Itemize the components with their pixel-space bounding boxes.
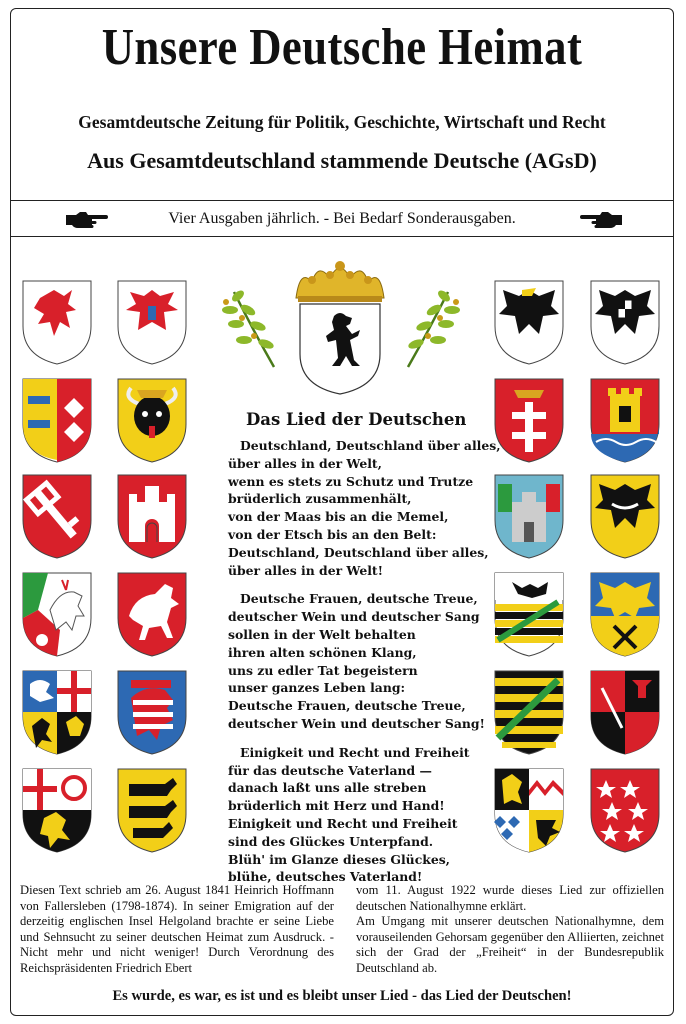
poem-stanza-1: [228, 437, 501, 579]
oberschlesien-coat-of-arms-icon: [588, 570, 662, 658]
poem-line: für das deutsche Vaterland —: [228, 762, 432, 778]
ostpreussen-coat-of-arms-icon: [588, 278, 662, 366]
pointing-hand-left-icon: [580, 209, 624, 229]
publication-frequency: Vier Ausgaben jährlich. - Bei Bedarf Sonderausgaben.: [168, 210, 516, 227]
thueringen-coat-of-arms-icon: [588, 766, 662, 854]
pfalz-coat-of-arms-icon: [20, 766, 94, 854]
brandenburg-coat-of-arms-icon: [115, 278, 189, 366]
poem-line: über alles in der Welt,: [228, 455, 382, 471]
poem-stanza-2: [228, 590, 485, 732]
poem-line: Deutsche Frauen, deutsche Treue,: [228, 698, 466, 714]
poem-line: brüderlich zusammenhält,: [228, 491, 412, 507]
poem-stanza-3: [228, 744, 478, 886]
poem-line: brüderlich mit Herz und Hand!: [228, 798, 445, 814]
poem-line: von der Maas bis an die Memel,: [228, 509, 449, 525]
newspaper-subtitle: Gesamtdeutsche Zeitung für Politik, Geschichte, Wirtschaft und Recht: [78, 112, 606, 132]
danzig-coat-of-arms-icon: [492, 376, 566, 464]
poem-line: von der Etsch bis an den Belt:: [228, 526, 437, 542]
poem-line: Deutschland, Deutschland über alles,: [228, 544, 489, 560]
westpreussen-coat-of-arms-icon: [492, 278, 566, 366]
banner-divider: [10, 236, 674, 237]
poem-line: Deutschland, Deutschland über alles,: [240, 438, 501, 453]
poem-line: sind des Glückes Unterpfand.: [228, 833, 434, 849]
poem-line: blühe, deutsches Vaterland!: [228, 869, 423, 885]
header-divider: [10, 200, 674, 201]
poem-line: unser ganzes Leben lang:: [228, 680, 406, 696]
poem-line: Deutsche Frauen, deutsche Treue,: [240, 591, 478, 607]
history-note-left: [20, 883, 334, 977]
sachsen-anhalt-coat-of-arms-icon: [492, 570, 566, 658]
history-paragraph: Diesen Text schrieb am 26. August 1841 Heinrich Hoffmann von Fallersleben (1798-1874). In seiner Emigration auf der derzeitig englischen Insel Helgoland brachte er seine Liebe und Sehnsucht zu seiner deutschen Heimat zum Ausdruck. - Nicht mehr und nicht weniger! Durch Verordnung des Reichspräsidenten Friedrich Ebert: [20, 883, 334, 975]
history-paragraph: vom 11. August 1922 wurde dieses Lied zur offiziellen deutschen Nationalhymne erklärt.: [356, 883, 664, 913]
rheinland-pfalz-coat-of-arms-icon: [20, 668, 94, 756]
poem-line: deutscher Wein und deutscher Sang: [228, 609, 480, 625]
organization-name: Aus Gesamtdeutschland stammende Deutsche (AGsD): [87, 148, 597, 173]
schlesien-coat-of-arms-icon: [588, 472, 662, 560]
poem-title: Das Lied der Deutschen: [246, 410, 467, 429]
hamburg-coat-of-arms-icon: [115, 472, 189, 560]
sachsen-coat-of-arms-icon: [492, 668, 566, 756]
poem-line: Einigkeit und Recht und Freiheit: [240, 744, 470, 760]
left-oak-branch-icon: [214, 262, 294, 372]
memelland-coat-of-arms-icon: [588, 376, 662, 464]
poem-line: uns zu edler Tat begeistern: [228, 662, 418, 678]
poem-line: sollen in der Welt behalten: [228, 626, 416, 642]
saarland-coat-of-arms-icon: [588, 668, 662, 756]
poem-line: Blüh' im Glanze dieses Glückes,: [228, 851, 450, 867]
footer-slogan: Es wurde, es war, es ist und es bleibt unser Lied - das Lied der Deutschen!: [112, 988, 572, 1004]
bremen-coat-of-arms-icon: [20, 472, 94, 560]
berlin-coat-of-arms-icon: [290, 258, 390, 396]
nordrhein-westfalen-coat-of-arms-icon: [20, 570, 94, 658]
poem-line: Einigkeit und Recht und Freiheit: [228, 815, 458, 831]
history-paragraph: Am Umgang mit unserer deutschen Nationalhymne, dem vorauseilenden Gehorsam gegenüber den Alliierten, zeichnet sich der Grad der „Freiheit“ in der Bundesrepublik Deutschland ab.: [356, 914, 664, 975]
poem-line: wenn es stets zu Schutz und Trutze: [228, 473, 474, 489]
bayern-coat-of-arms-icon: [492, 766, 566, 854]
poem-line: danach laßt uns alle streben: [228, 780, 427, 796]
niedersachsen-coat-of-arms-icon: [115, 570, 189, 658]
baden-wuerttemberg-coat-of-arms-icon: [115, 766, 189, 854]
schleswig-holstein-coat-of-arms-icon: [20, 376, 94, 464]
right-oak-branch-icon: [388, 262, 468, 372]
poem-line: ihren alten schönen Klang,: [228, 644, 417, 660]
anthem-poem: [228, 410, 501, 897]
poem-line: deutscher Wein und deutscher Sang!: [228, 715, 485, 731]
poem-line: über alles in der Welt!: [228, 562, 384, 578]
mecklenburg-coat-of-arms-icon: [115, 376, 189, 464]
hessen-coat-of-arms-icon: [115, 668, 189, 756]
sudetenland-coat-of-arms-icon: [492, 472, 566, 560]
pommern-coat-of-arms-icon: [20, 278, 94, 366]
newspaper-title: Unsere Deutsche Heimat: [101, 19, 583, 76]
history-note-right: [356, 883, 664, 977]
